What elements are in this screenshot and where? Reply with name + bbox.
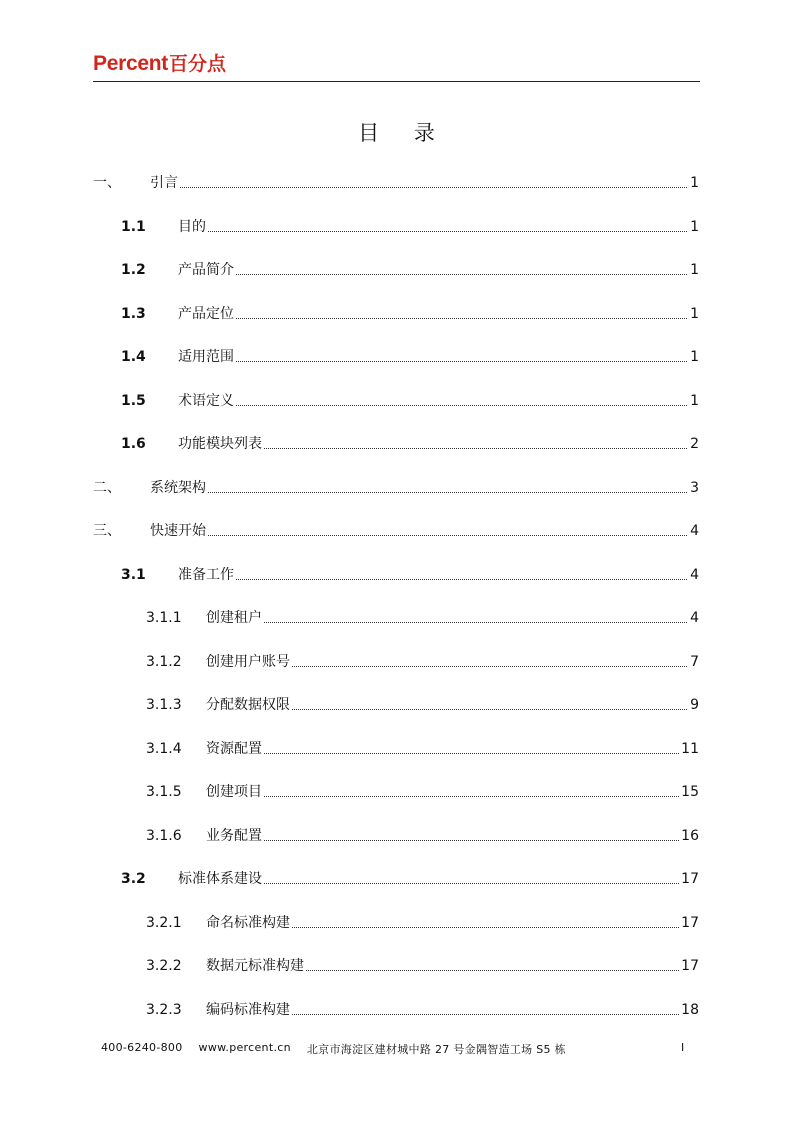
toc-entry-number: 3.2.2 (146, 958, 182, 974)
toc-entry-label: 适用范围 (178, 349, 234, 365)
toc-entry-page: 1 (690, 349, 699, 365)
toc-entry[interactable] (121, 260, 699, 280)
toc-entry-label: 准备工作 (178, 567, 234, 583)
toc-entry-label: 创建租户 (206, 610, 262, 626)
toc-entry[interactable] (121, 304, 699, 324)
toc-entry-label: 产品简介 (178, 262, 234, 278)
toc-entry-page: 17 (681, 958, 699, 974)
toc-entry-page: 1 (690, 393, 699, 409)
toc-dot-leader (178, 347, 699, 367)
toc-entry-page: 16 (681, 828, 699, 844)
toc-dot-leader (150, 478, 699, 498)
footer-address: 北京市海淀区建材城中路 27 号金隅智造工场 S5 栋 (306, 1043, 566, 1056)
toc-entry-number: 3.1.6 (146, 828, 182, 844)
toc-entry-number: 1.6 (121, 436, 146, 452)
toc-entry-number: 3.2.3 (146, 1002, 182, 1018)
toc-entry-page: 4 (690, 523, 699, 539)
toc-entry-number: 1.2 (121, 262, 146, 278)
toc-entry-page: 1 (690, 262, 699, 278)
toc-entry-label: 目的 (178, 219, 206, 235)
toc-entry[interactable] (146, 826, 699, 846)
toc-dot-leader (178, 391, 699, 411)
toc-entry-page: 1 (690, 306, 699, 322)
toc-dot-leader (150, 521, 699, 541)
toc-entry-label: 数据元标准构建 (206, 958, 304, 974)
toc-entry-number: 3.1 (121, 567, 146, 583)
toc-entry-page: 2 (690, 436, 699, 452)
toc-dot-leader (178, 304, 699, 324)
brand-name-en: Percent (93, 52, 168, 75)
toc-dot-leader (178, 260, 699, 280)
toc-entry-page: 1 (690, 175, 699, 191)
toc-dot-leader (206, 739, 699, 759)
toc-entry-number: 1.4 (121, 349, 146, 365)
header-divider (93, 81, 700, 82)
toc-entry-label: 系统架构 (150, 480, 206, 496)
toc-entry[interactable] (146, 608, 699, 628)
page-title: 目 录 (358, 121, 449, 145)
toc-entry-label: 标准体系建设 (178, 871, 262, 887)
toc-entry[interactable] (146, 1000, 699, 1020)
toc-entry[interactable] (93, 173, 699, 193)
toc-entry-number: 3.1.3 (146, 697, 182, 713)
toc-dot-leader (178, 217, 699, 237)
toc-dot-leader (150, 173, 699, 193)
brand-name-cn: 百分点 (168, 53, 226, 75)
toc-entry-page: 1 (690, 219, 699, 235)
toc-entry[interactable] (121, 347, 699, 367)
toc-entry[interactable] (121, 391, 699, 411)
toc-entry[interactable] (146, 652, 699, 672)
toc-entry-page: 11 (681, 741, 699, 757)
toc-entry-number: 3.1.4 (146, 741, 182, 757)
footer (101, 1041, 582, 1057)
toc-entry[interactable] (121, 869, 699, 889)
toc-dot-leader (206, 826, 699, 846)
toc-entry-label: 创建用户账号 (206, 654, 290, 670)
toc-entry-label: 分配数据权限 (206, 697, 290, 713)
toc-entry-label: 资源配置 (206, 741, 262, 757)
toc-dot-leader (206, 782, 699, 802)
toc-entry-number: 1.1 (121, 219, 146, 235)
toc-entry[interactable] (146, 956, 699, 976)
toc-entry-number: 3.1.5 (146, 784, 182, 800)
toc-entry-label: 编码标准构建 (206, 1002, 290, 1018)
toc-entry-label: 产品定位 (178, 306, 234, 322)
toc-entry[interactable] (121, 434, 699, 454)
toc-entry-label: 命名标准构建 (206, 915, 290, 931)
toc-entry-label: 快速开始 (150, 523, 206, 539)
toc-entry-label: 术语定义 (178, 393, 234, 409)
toc-entry-number: 3.2 (121, 871, 146, 887)
brand-logo (93, 49, 226, 77)
toc-entry-page: 18 (681, 1002, 699, 1018)
toc-entry-number: 3.1.1 (146, 610, 182, 626)
page-number: I (681, 1041, 685, 1054)
toc-entry-number: 三、 (93, 523, 121, 539)
toc-entry-page: 15 (681, 784, 699, 800)
toc-entry-label: 功能模块列表 (178, 436, 262, 452)
toc-entry-page: 17 (681, 871, 699, 887)
toc-entry[interactable] (146, 739, 699, 759)
toc-entry-number: 3.2.1 (146, 915, 182, 931)
toc-entry-page: 3 (690, 480, 699, 496)
toc-entry-label: 业务配置 (206, 828, 262, 844)
toc-entry[interactable] (121, 565, 699, 585)
toc-entry[interactable] (146, 913, 699, 933)
toc-entry-page: 4 (690, 610, 699, 626)
toc-entry-number: 一、 (93, 175, 121, 191)
toc-entry-number: 1.5 (121, 393, 146, 409)
toc-entry-label: 创建项目 (206, 784, 262, 800)
toc-entry-label: 引言 (150, 175, 178, 191)
toc-entry-page: 7 (690, 654, 699, 670)
toc-entry[interactable] (93, 521, 699, 541)
toc-entry-page: 4 (690, 567, 699, 583)
toc-entry[interactable] (121, 217, 699, 237)
toc-entry-number: 二、 (93, 480, 121, 496)
toc-entry[interactable] (146, 695, 699, 715)
footer-website: www.percent.cn (198, 1041, 291, 1054)
toc-entry-page: 9 (690, 697, 699, 713)
toc-entry-number: 3.1.2 (146, 654, 182, 670)
toc-entry-page: 17 (681, 915, 699, 931)
toc-entry-number: 1.3 (121, 306, 146, 322)
toc-entry[interactable] (93, 478, 699, 498)
toc-dot-leader (178, 565, 699, 585)
toc-dot-leader (206, 608, 699, 628)
footer-phone: 400-6240-800 (101, 1041, 183, 1054)
toc-entry[interactable] (146, 782, 699, 802)
